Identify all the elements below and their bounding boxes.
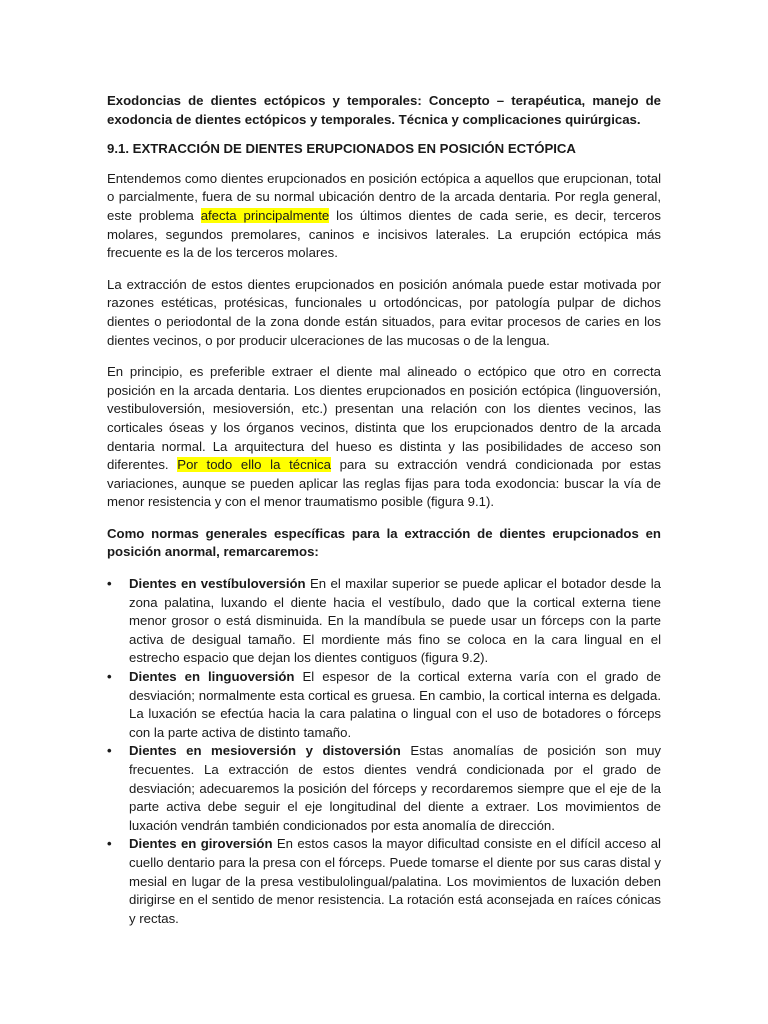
list-item (107, 575, 661, 668)
bullet-list (107, 575, 661, 928)
list-item-term: Dientes en vestíbuloversión (129, 576, 306, 592)
list-item (107, 835, 661, 928)
section-heading: 9.1. EXTRACCIÓN DE DIENTES ERUPCIONADOS EN POSICIÓN ECTÓPICA (107, 141, 576, 157)
paragraph-3 (107, 363, 661, 512)
list-item (107, 742, 661, 835)
bullet-icon: • (107, 743, 112, 759)
paragraph-3-text-a: En principio, es preferible extraer el diente mal alineado o ectópico que otro en correcta posición en la arcada dentaria. Los dientes erupcionados en posición ectópica (linguoversión, vestibuloversión, mesioversión, etc.) presentan una relación con los dientes vecinos, las corticales óseas y los órganos vecinos, distinta que los erupcionados dentro de la arcada dentaria normal. La arquitectura del hueso es distinta y las posibilidades de acceso son diferentes. (107, 364, 661, 473)
list-item-text: Estas anomalías de posición son muy frecuentes. La extracción de estos dientes vendrá condicionada por el grado de desviación; adecuaremos la posición del fórceps y recordaremos siempre que el eje de la parte activa debe seguir el eje longitudinal del diente a extraer. Los movimientos de luxación vendrán también condicionados por esta anomalía de dirección. (129, 743, 661, 833)
highlighted-text: afecta principalmente (200, 207, 330, 223)
norms-intro: Como normas generales específicas para la extracción de dientes erupcionados en posición anormal, remarcaremos: (107, 525, 661, 560)
highlighted-text: Por todo ello la técnica (177, 457, 331, 473)
list-item-term: Dientes en mesioversión y distoversión (129, 743, 401, 759)
document-title: Exodoncias de dientes ectópicos y temporales: Concepto – terapéutica, manejo de exodoncia de dientes ectópicos y temporales. Técnica y complicaciones quirúrgicas. (107, 93, 661, 127)
list-item-text: En el maxilar superior se puede aplicar el botador desde la zona palatina, luxando el diente hacia el vestíbulo, dado que la cortical externa tiene menor grosor o está disminuida. En la mandíbula se puede usar un fórceps con la parte activa de desigual tamaño. El mordiente más fino se coloca en la cara lingual en el estrecho espacio que dejan los dientes contiguos (figura 9.2). (129, 576, 661, 666)
paragraph-3-text-b: para su extracción vendrá condicionada por estas variaciones, aunque se pueden aplicar las reglas fijas para toda exodoncia: buscar la vía de menor resistencia y con el menor traumatismo posible (figura 9.1). (107, 457, 661, 510)
paragraph-1-text-b: los últimos dientes de cada serie, es decir, terceros molares, segundos premolares, caninos e incisivos laterales. La erupción ectópica más frecuente es la de los terceros molares. (107, 207, 661, 261)
bullet-icon: • (107, 836, 112, 852)
bullet-icon: • (107, 669, 112, 685)
paragraph-1 (107, 170, 661, 263)
list-item-term: Dientes en giroversión (129, 836, 273, 852)
paragraph-2: La extracción de estos dientes erupcionados en posición anómala puede estar motivada por razones estéticas, protésicas, funcionales u ortodóncicas, por patología pulpar de dichos dientes o periodontal de la zona donde están situados, para evitar procesos de caries en los dientes vecinos, o por producir ulceraciones de las mucosas o de la lengua. (107, 276, 661, 348)
list-item-text: El espesor de la cortical externa varía con el grado de desviación; normalmente esta cortical es gruesa. En cambio, la cortical interna es delgada. La luxación se efectúa hacia la cara palatina o lingual con el uso de botadores o fórceps con la parte activa de distinto tamaño. (129, 669, 661, 740)
list-item (107, 668, 661, 742)
bullet-icon: • (107, 576, 112, 592)
list-item-term: Dientes en linguoversión (129, 669, 295, 685)
paragraph-1-text-a: Entendemos como dientes erupcionados en posición ectópica a aquellos que erupcionan, total o parcialmente, fuera de su normal ubicación dentro de la arcada dentaria. Por regla general, este problema (107, 170, 661, 223)
list-item-text: En estos casos la mayor dificultad consiste en el difícil acceso al cuello dentario para la presa con el fórceps. Puede tomarse el diente por sus caras distal y mesial en lugar de la presa vestibulolingual/palatina. Los movimientos de luxación deben dirigirse en el sentido de menor resistencia. La rotación está aconsejada en raíces cónicas y rectas. (129, 836, 661, 926)
